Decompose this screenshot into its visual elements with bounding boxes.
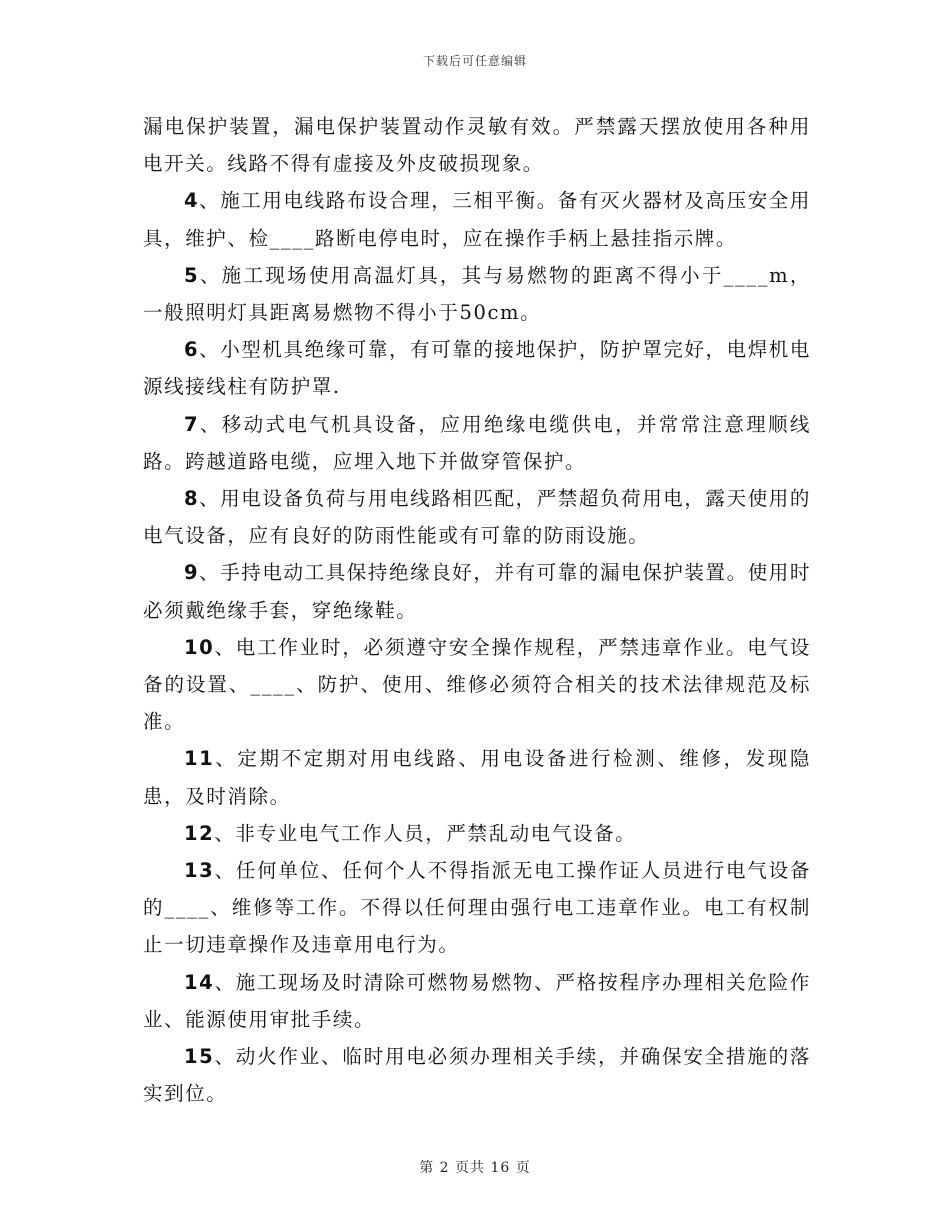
paragraph-number: 4 — [183, 189, 200, 213]
paragraph-item-13 — [143, 852, 811, 964]
paragraph-number: 14 — [183, 970, 215, 994]
paragraph-text: 、施工用电线路布设合理，三相平衡。备有灭火器材及高压安全用具，维护、检____路断电停电时，应在操作手柄上悬挂指示牌。 — [143, 189, 812, 250]
paragraph-text: 、非专业电气工作人员，严禁乱动电气设备。 — [214, 821, 637, 845]
paragraph-item-9 — [143, 554, 811, 628]
paragraph-number: 5 — [183, 263, 200, 287]
paragraph-text: 漏电保护装置，漏电保护装置动作灵敏有效。严禁露天摆放使用各种用电开关。线路不得有虚接及外皮破损现象。 — [143, 115, 811, 176]
paragraph-continuation — [143, 108, 811, 182]
paragraph-item-11 — [143, 740, 811, 814]
document-body — [143, 108, 811, 1112]
paragraph-number: 11 — [183, 747, 215, 771]
paragraph-text: 、定期不定期对用电线路、用电设备进行检测、维修，发现隐患，及时消除。 — [143, 747, 811, 808]
page-number: 第 2 页共 16 页 — [419, 1160, 531, 1176]
paragraph-text: 、电工作业时，必须遵守安全操作规程，严禁违章作业。电气设备的设置、____、防护、使用、维修必须符合相关的技术法律规范及标准。 — [143, 635, 811, 734]
paragraph-number: 6 — [183, 338, 200, 362]
paragraph-number: 15 — [183, 1045, 215, 1069]
paragraph-text: 、用电设备负荷与用电线路相匹配，严禁超负荷用电，露天使用的电气设备，应有良好的防雨性能或有可靠的防雨设施。 — [143, 487, 812, 548]
paragraph-number: 13 — [183, 859, 215, 883]
paragraph-text: 、动火作业、临时用电必须办理相关手续，并确保安全措施的落实到位。 — [143, 1045, 811, 1106]
paragraph-number: 8 — [183, 487, 200, 511]
paragraph-item-14 — [143, 964, 811, 1038]
paragraph-number: 12 — [183, 821, 215, 845]
paragraph-item-10 — [143, 629, 811, 741]
paragraph-item-15 — [143, 1038, 811, 1112]
paragraph-text: 、施工现场及时清除可燃物易燃物、严格按程序办理相关危险作业、能源使用审批手续。 — [143, 970, 811, 1031]
paragraph-text: 、任何单位、任何个人不得指派无电工操作证人员进行电气设备的____、维修等工作。不得以任何理由强行电工违章作业。电工有权制止一切违章操作及违章用电行为。 — [143, 859, 811, 957]
paragraph-number: 9 — [183, 561, 200, 585]
paragraph-item-4 — [143, 182, 811, 256]
paragraph-item-6 — [143, 331, 811, 405]
paragraph-number: 7 — [183, 412, 200, 436]
paragraph-text: 、移动式电气机具设备，应用绝缘电缆供电，并常常注意理顺线路。跨越道路电缆，应埋入地下并做穿管保护。 — [143, 412, 811, 473]
paragraph-number: 10 — [183, 635, 215, 659]
paragraph-item-12 — [143, 815, 811, 852]
paragraph-text: 、小型机具绝缘可靠，有可靠的接地保护，防护罩完好，电焊机电源线接线柱有防护罩. — [143, 338, 812, 399]
paragraph-text: 、施工现场使用高温灯具，其与易燃物的距离不得小于____m，一般照明灯具距离易燃物不得小于50cm。 — [143, 263, 811, 325]
paragraph-item-5 — [143, 257, 811, 331]
paragraph-item-8 — [143, 480, 811, 554]
paragraph-item-7 — [143, 406, 811, 480]
download-note: 下载后可任意编辑 — [422, 54, 527, 68]
paragraph-text: 、手持电动工具保持绝缘良好，并有可靠的漏电保护装置。使用时必须戴绝缘手套，穿绝缘鞋。 — [143, 561, 812, 622]
